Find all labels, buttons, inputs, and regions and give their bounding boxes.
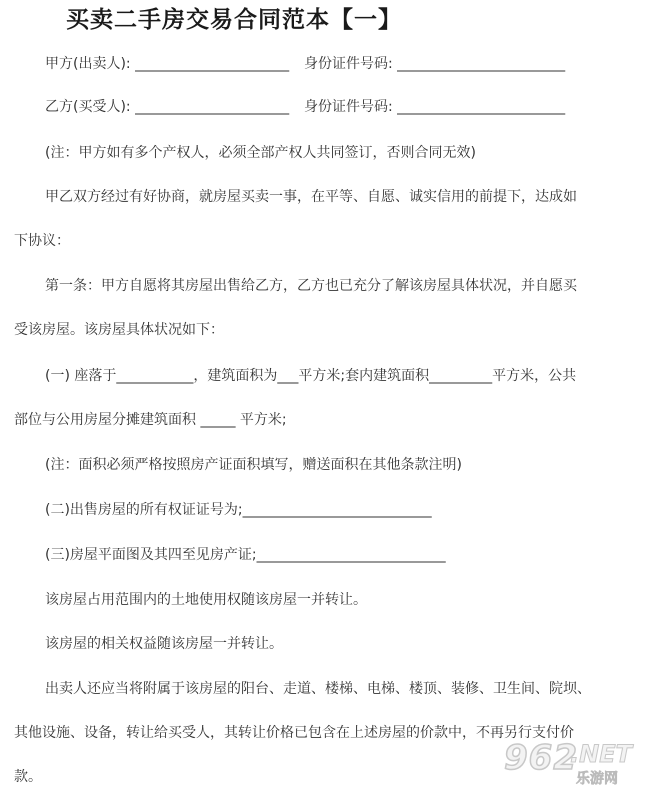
item3-line: (三)房屋平面图及其四至见房产证;___________________________ (45, 547, 446, 563)
watermark-number: 962 (504, 738, 578, 778)
party-b-label: 乙方(买受人): ______________________ (45, 99, 290, 115)
watermark-text: 乐游网 (576, 771, 618, 787)
party-a-line (45, 54, 565, 74)
article1-line-2: 受该房屋。该房屋具体状况如下： (14, 322, 224, 338)
party-a-label: 甲方(出卖人): ______________________ (45, 56, 290, 72)
item1-line-1: (一) 座落于___________，建筑面积为___平方米;套内建筑面积_________平方米，公共 (45, 368, 577, 384)
item1-line-2: 部位与公用房屋分摊建筑面积 _____ 平方米; (14, 412, 287, 428)
seller-transfer-line-1: 出卖人还应当将附属于该房屋的阳台、走道、楼梯、电梯、楼顶、装修、卫生间、院坝、 (45, 681, 591, 697)
party-b-line (45, 97, 565, 117)
article1-line-1: 第一条：甲方自愿将其房屋出售给乙方，乙方也已充分了解该房屋具体状况，并自愿买 (45, 278, 577, 294)
seller-transfer-line-3: 款。 (14, 769, 42, 785)
intro-line-2: 下协议： (14, 233, 70, 249)
rights-line: 该房屋的相关权益随该房屋一并转让。 (45, 636, 283, 652)
document-title: 买卖二手房交易合同范本【一】 (66, 7, 402, 33)
party-a-id-label: 身份证件号码: ________________________ (304, 56, 566, 72)
seller-transfer-line-2: 其他设施、设备，转让给买受人，其转让价格已包含在上述房屋的价款中，不再另行支付价 (14, 725, 574, 741)
note-area: (注：面积必须严格按照房产证面积填写，赠送面积在其他条款注明) (45, 457, 462, 473)
watermark-suffix: .NET (570, 740, 632, 768)
land-use-line: 该房屋占用范围内的土地使用权随该房屋一并转让。 (45, 592, 367, 608)
intro-line-1: 甲乙双方经过有好协商，就房屋买卖一事，在平等、自愿、诚实信用的前提下，达成如 (45, 189, 577, 205)
note-owners: (注：甲方如有多个产权人，必须全部产权人共同签订，否则合同无效) (45, 145, 476, 161)
site-watermark (492, 738, 642, 790)
party-b-id-label: 身份证件号码: ________________________ (304, 99, 566, 115)
item2-line: (二)出售房屋的所有权证证号为;___________________________ (45, 502, 432, 518)
